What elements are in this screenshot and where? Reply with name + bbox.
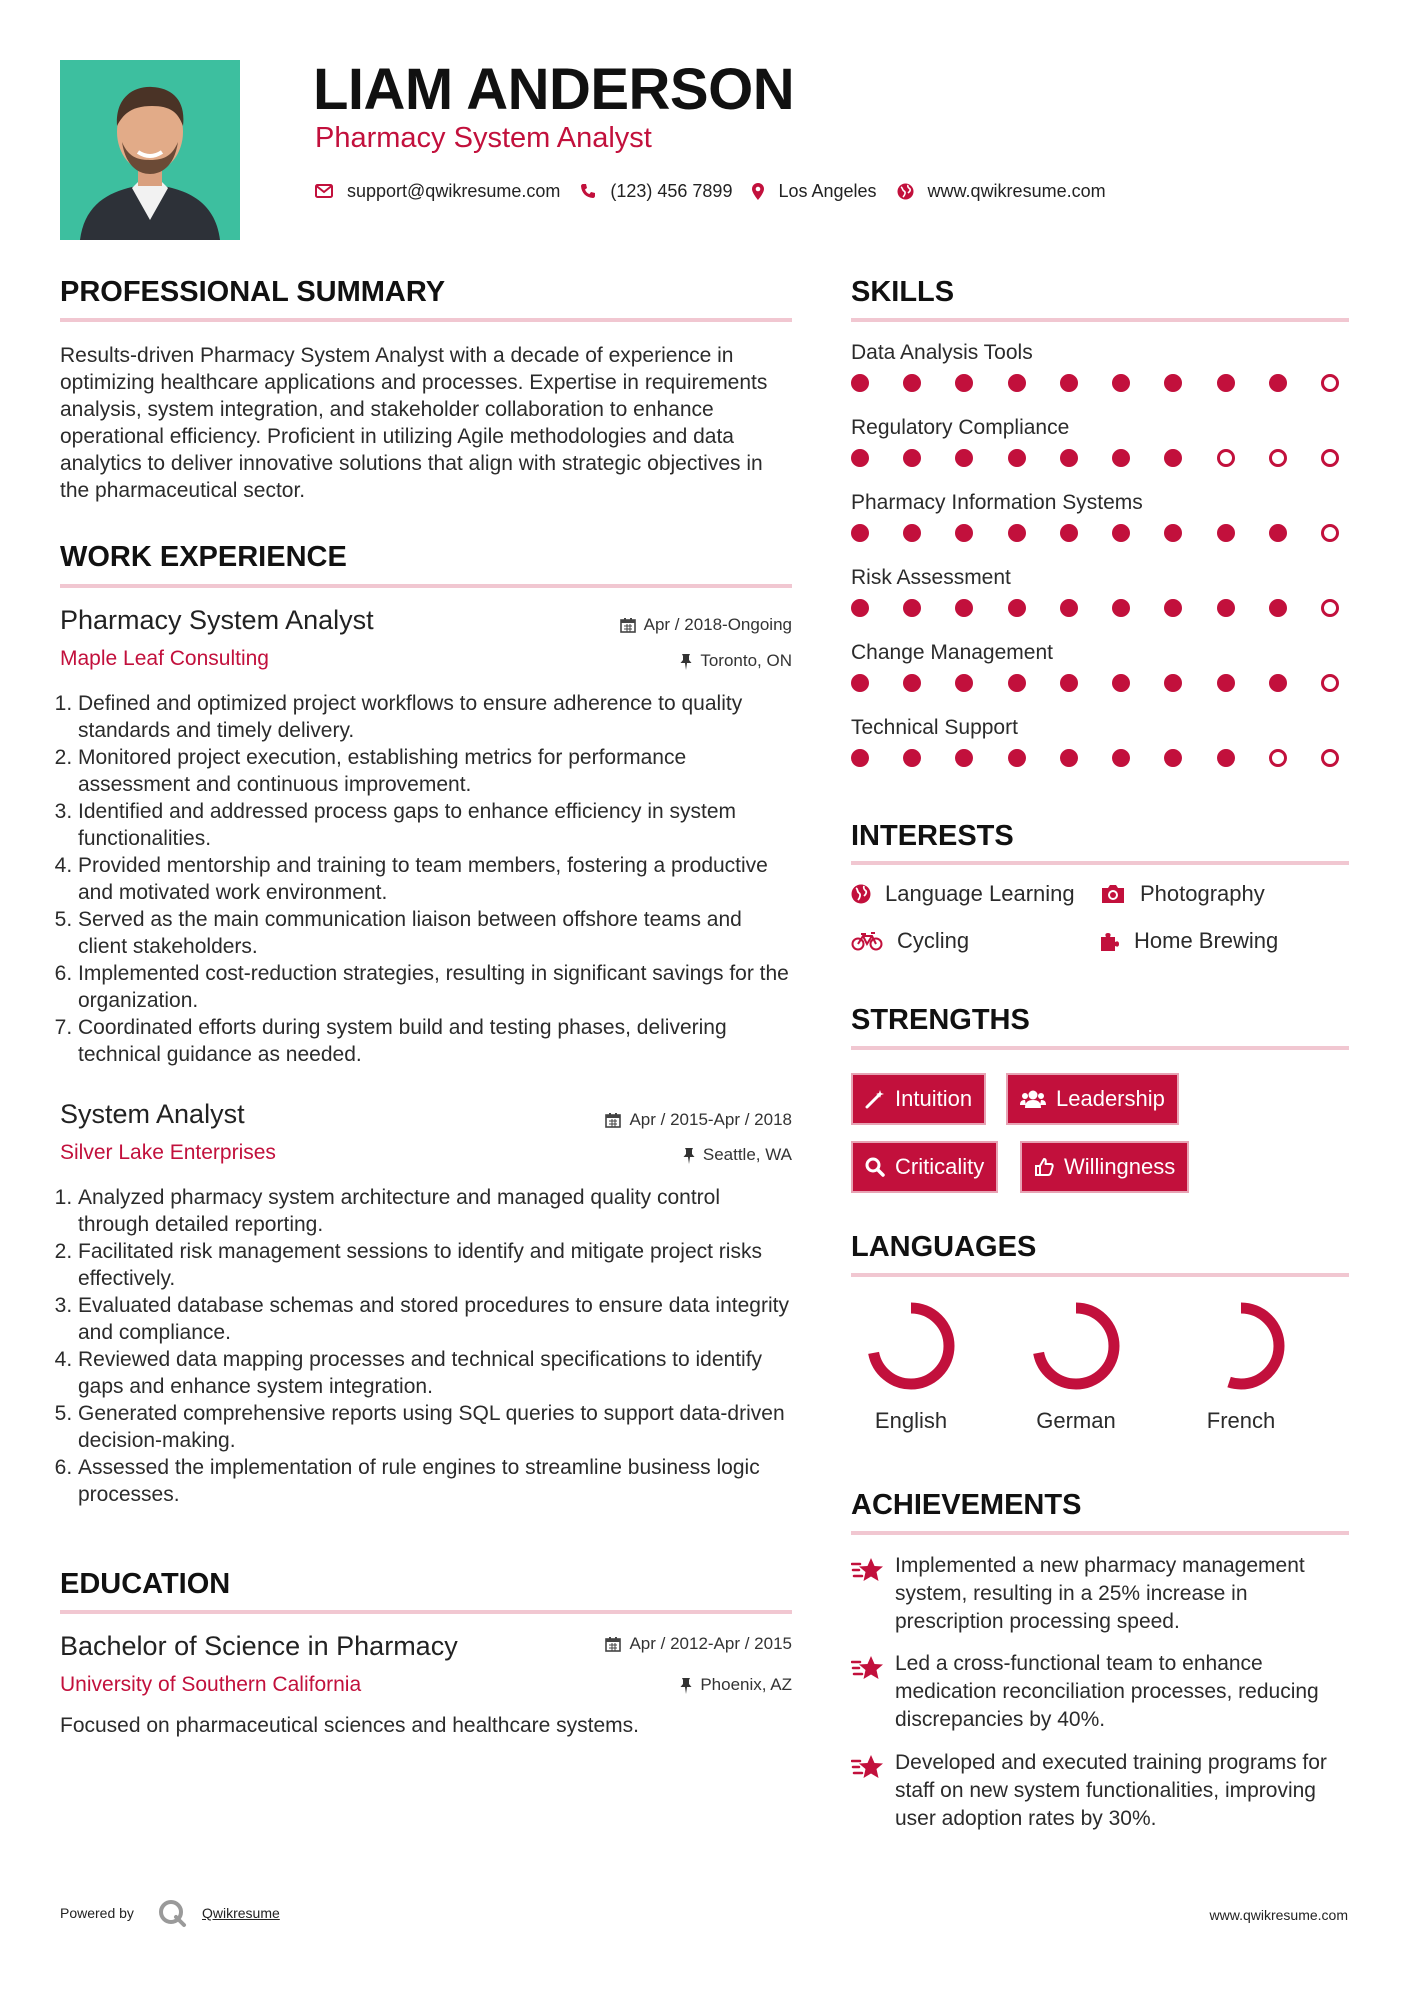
job-bullet: 3. Identified and addressed process gaps to enhance efficiency in system functionalities. xyxy=(78,798,794,852)
job-title: Pharmacy System Analyst xyxy=(60,605,374,635)
interest-photography xyxy=(1100,881,1265,907)
rating-dot-filled xyxy=(1112,674,1130,692)
job-location-text: Seattle, WA xyxy=(702,1145,792,1164)
education-school: University of Southern California xyxy=(60,1673,362,1696)
candidate-name: LIAM ANDERSON xyxy=(313,57,795,122)
rating-dot-empty xyxy=(1321,599,1339,617)
rating-dot-filled xyxy=(851,674,869,692)
strength-label: Intuition xyxy=(895,1086,973,1111)
rating-dot-filled xyxy=(1008,524,1026,542)
rating-dot-filled xyxy=(955,749,973,767)
skill-name: Regulatory Compliance xyxy=(851,416,1070,439)
achievement-text: Developed and executed training programs for staff on new system functionalities, improving user adoption rates by 30%. xyxy=(895,1751,1327,1830)
rating-dot-filled xyxy=(1008,749,1026,767)
strength-badge-leadership xyxy=(1006,1073,1179,1125)
job-bullet: 5. Served as the main communication liaison between offshore teams and client stakeholders. xyxy=(78,906,794,960)
language-level-arc xyxy=(1203,1308,1279,1384)
language-item xyxy=(851,1300,971,1434)
job-bullet: 7. Coordinated efforts during system build and testing phases, delivering technical guidance as needed. xyxy=(78,1014,794,1068)
achievement-item xyxy=(851,1650,1351,1734)
users-icon xyxy=(1020,1089,1046,1109)
job-company: Silver Lake Enterprises xyxy=(60,1141,276,1164)
skills-heading: SKILLS xyxy=(851,276,955,308)
summary-divider xyxy=(60,318,792,322)
skill-name: Technical Support xyxy=(851,716,1018,739)
job-bullet: 1. Analyzed pharmacy system architecture and managed quality control through detailed reporting. xyxy=(78,1184,794,1238)
strength-label: Leadership xyxy=(1056,1086,1165,1111)
pin-icon xyxy=(680,1677,692,1694)
job-bullet: 4. Reviewed data mapping processes and technical specifications to identify gaps and enhance system integration. xyxy=(78,1346,794,1400)
education-divider xyxy=(60,1610,792,1614)
calendar-icon xyxy=(605,1112,621,1128)
skill-rating xyxy=(851,524,1339,542)
phone-icon xyxy=(580,183,596,199)
education-degree: Bachelor of Science in Pharmacy xyxy=(60,1631,458,1661)
globe-icon xyxy=(897,183,914,200)
calendar-icon xyxy=(605,1636,621,1652)
language-name: English xyxy=(874,1408,948,1433)
job-dates xyxy=(620,615,792,635)
footer-site[interactable]: www.qwikresume.com xyxy=(1209,1907,1348,1923)
rating-dot-filled xyxy=(1164,674,1182,692)
footer-brand-link[interactable]: Qwikresume xyxy=(202,1905,280,1921)
rating-dot-filled xyxy=(1112,749,1130,767)
pin-icon xyxy=(680,653,692,670)
strengths-heading: STRENGTHS xyxy=(851,1004,1030,1036)
strengths-divider xyxy=(851,1046,1349,1050)
rating-dot-empty xyxy=(1217,449,1235,467)
interest-label: Home Brewing xyxy=(1134,928,1279,953)
calendar-icon xyxy=(620,617,636,633)
rating-dot-filled xyxy=(903,599,921,617)
rating-dot-filled xyxy=(903,524,921,542)
job-location xyxy=(683,1145,792,1165)
contact-bar xyxy=(315,178,1126,204)
rating-dot-filled xyxy=(903,749,921,767)
rating-dot-filled xyxy=(955,449,973,467)
rating-dot-filled xyxy=(1112,374,1130,392)
rating-dot-filled xyxy=(955,599,973,617)
skill-row xyxy=(851,641,1351,716)
rating-dot-empty xyxy=(1321,524,1339,542)
rating-dot-filled xyxy=(851,599,869,617)
rating-dot-filled xyxy=(1008,374,1026,392)
language-level-ring xyxy=(865,1300,957,1392)
job-dates xyxy=(605,1110,792,1130)
skill-name: Change Management xyxy=(851,641,1053,664)
contact-email-text: support@qwikresume.com xyxy=(347,180,561,201)
skill-rating xyxy=(851,374,1339,392)
rating-dot-filled xyxy=(1217,599,1235,617)
thumbs-up-icon xyxy=(1034,1157,1054,1177)
education-description: Focused on pharmaceutical sciences and healthcare systems. xyxy=(60,1714,639,1737)
languages-divider xyxy=(851,1273,1349,1277)
rating-dot-filled xyxy=(1060,749,1078,767)
job-bullet: 2. Monitored project execution, establishing metrics for performance assessment and continuous improvement. xyxy=(78,744,794,798)
rating-dot-filled xyxy=(1112,449,1130,467)
skill-rating xyxy=(851,749,1339,767)
achievement-text: Implemented a new pharmacy management system, resulting in a 25% increase in prescription processing speed. xyxy=(895,1554,1305,1633)
contact-phone[interactable] xyxy=(580,181,732,202)
skill-rating xyxy=(851,449,1339,467)
rating-dot-filled xyxy=(851,449,869,467)
skill-rating xyxy=(851,599,1339,617)
bicycle-icon xyxy=(851,931,883,951)
job-dates-text: Apr / 2015-Apr / 2018 xyxy=(629,1110,792,1129)
pin-icon xyxy=(683,1147,695,1164)
contact-location xyxy=(752,181,876,202)
summary-text: Results-driven Pharmacy System Analyst with a decade of experience in optimizing healthcare applications and processes. Expertise in requirements analysis, system integration, and stakeholder collaboration to enhance operational efficiency. Proficient in utilizing Agile methodologies and data analytics to deliver innovative solutions that align with strategic objectives in the pharmaceutical sector. xyxy=(60,344,768,502)
strength-badge-criticality xyxy=(851,1141,998,1193)
job-bullet: 2. Facilitated risk management sessions to identify and mitigate project risks effectively. xyxy=(78,1238,794,1292)
interest-home-brewing xyxy=(1098,928,1278,954)
map-marker-icon xyxy=(752,183,764,200)
language-name: French xyxy=(1206,1408,1276,1433)
strength-badge-willingness xyxy=(1020,1141,1189,1193)
rating-dot-filled xyxy=(1164,449,1182,467)
job-bullet: 3. Evaluated database schemas and stored procedures to ensure data integrity and compliance. xyxy=(78,1292,794,1346)
globe-icon xyxy=(851,884,871,904)
rating-dot-empty xyxy=(1321,449,1339,467)
language-level-arc xyxy=(1038,1308,1114,1384)
envelope-icon xyxy=(315,184,333,198)
rating-dot-filled xyxy=(955,374,973,392)
job-title: System Analyst xyxy=(60,1099,245,1129)
rating-dot-filled xyxy=(1217,749,1235,767)
interest-cycling xyxy=(851,928,969,954)
rating-dot-filled xyxy=(1164,749,1182,767)
contact-email[interactable] xyxy=(315,181,560,202)
rating-dot-filled xyxy=(1164,599,1182,617)
skill-row xyxy=(851,491,1351,566)
rating-dot-filled xyxy=(1112,524,1130,542)
education-heading: EDUCATION xyxy=(60,1568,231,1600)
rating-dot-filled xyxy=(1217,674,1235,692)
interests-heading: INTERESTS xyxy=(851,820,1014,852)
star-icon xyxy=(851,1556,885,1586)
language-level-ring xyxy=(1030,1300,1122,1392)
rating-dot-filled xyxy=(955,674,973,692)
rating-dot-filled xyxy=(851,524,869,542)
profile-photo xyxy=(60,60,240,240)
contact-website[interactable] xyxy=(897,181,1106,202)
strength-label: Willingness xyxy=(1064,1154,1176,1179)
languages-heading: LANGUAGES xyxy=(851,1231,1037,1263)
job-location xyxy=(680,651,792,671)
achievements-heading: ACHIEVEMENTS xyxy=(851,1489,1082,1521)
job-bullets xyxy=(60,690,794,1068)
job-bullet: 5. Generated comprehensive reports using SQL queries to support data-driven decision-making. xyxy=(78,1400,794,1454)
job-bullet: 6. Assessed the implementation of rule engines to streamline business logic processes. xyxy=(78,1454,794,1508)
rating-dot-filled xyxy=(903,449,921,467)
rating-dot-filled xyxy=(1008,674,1026,692)
job-dates-text: Apr / 2018-Ongoing xyxy=(643,615,792,634)
rating-dot-filled xyxy=(1269,524,1287,542)
rating-dot-empty xyxy=(1269,749,1287,767)
language-item xyxy=(1016,1300,1136,1434)
strength-badge-intuition xyxy=(851,1073,986,1125)
skill-name: Data Analysis Tools xyxy=(851,341,1033,364)
footer-powered-by: Powered by xyxy=(60,1905,134,1921)
contact-location-text: Los Angeles xyxy=(778,180,877,201)
job-bullets xyxy=(60,1184,794,1508)
skill-name: Pharmacy Information Systems xyxy=(851,491,1143,514)
achievement-item xyxy=(851,1749,1351,1833)
education-dates-text: Apr / 2012-Apr / 2015 xyxy=(629,1634,792,1653)
job-bullet: 6. Implemented cost-reduction strategies, resulting in significant savings for the organization. xyxy=(78,960,794,1014)
achievements-divider xyxy=(851,1531,1349,1535)
rating-dot-empty xyxy=(1269,449,1287,467)
rating-dot-filled xyxy=(1112,599,1130,617)
job-bullet: 1. Defined and optimized project workflows to ensure adherence to quality standards and timely delivery. xyxy=(78,690,794,744)
interest-language-learning xyxy=(851,881,1075,907)
rating-dot-filled xyxy=(1269,374,1287,392)
rating-dot-filled xyxy=(1008,449,1026,467)
skill-row xyxy=(851,341,1351,416)
interest-label: Photography xyxy=(1140,881,1265,906)
skill-rating xyxy=(851,674,1339,692)
language-name: German xyxy=(1036,1408,1116,1433)
language-item xyxy=(1181,1300,1301,1434)
star-icon xyxy=(851,1654,885,1684)
rating-dot-filled xyxy=(903,674,921,692)
job-location-text: Toronto, ON xyxy=(700,651,792,670)
interest-label: Language Learning xyxy=(885,881,1075,906)
education-dates xyxy=(605,1634,792,1654)
rating-dot-empty xyxy=(1321,674,1339,692)
interest-label: Cycling xyxy=(897,928,970,953)
rating-dot-empty xyxy=(1321,749,1339,767)
rating-dot-filled xyxy=(1269,599,1287,617)
rating-dot-filled xyxy=(1217,524,1235,542)
rating-dot-filled xyxy=(955,524,973,542)
rating-dot-filled xyxy=(1217,374,1235,392)
contact-phone-text: (123) 456 7899 xyxy=(610,180,733,201)
job-company: Maple Leaf Consulting xyxy=(60,647,269,670)
experience-divider xyxy=(60,584,792,588)
summary-heading: PROFESSIONAL SUMMARY xyxy=(60,276,446,308)
skill-row xyxy=(851,716,1351,791)
languages-list xyxy=(851,1300,1349,1450)
camera-icon xyxy=(1100,884,1126,904)
rating-dot-filled xyxy=(1060,449,1078,467)
experience-heading: WORK EXPERIENCE xyxy=(60,541,347,573)
rating-dot-filled xyxy=(903,374,921,392)
search-icon xyxy=(865,1157,885,1177)
puzzle-icon xyxy=(1098,930,1120,952)
rating-dot-filled xyxy=(1060,374,1078,392)
job-bullet: 4. Provided mentorship and training to team members, fostering a productive and motivated work environment. xyxy=(78,852,794,906)
education-location-text: Phoenix, AZ xyxy=(700,1675,792,1694)
skill-row xyxy=(851,416,1351,491)
rating-dot-filled xyxy=(1164,524,1182,542)
interests-divider xyxy=(851,861,1349,865)
language-level-arc xyxy=(873,1308,949,1384)
education-location xyxy=(680,1675,792,1695)
rating-dot-empty xyxy=(1321,374,1339,392)
strength-label: Criticality xyxy=(895,1154,985,1179)
skill-row xyxy=(851,566,1351,641)
achievement-item xyxy=(851,1552,1351,1636)
rating-dot-filled xyxy=(1060,599,1078,617)
achievement-text: Led a cross-functional team to enhance medication reconciliation processes, reducing discrepancies by 40%. xyxy=(895,1652,1319,1731)
magic-wand-icon xyxy=(865,1089,885,1109)
contact-website-text: www.qwikresume.com xyxy=(927,180,1106,201)
rating-dot-filled xyxy=(1060,524,1078,542)
skills-list xyxy=(851,341,1351,791)
rating-dot-filled xyxy=(1164,374,1182,392)
skill-name: Risk Assessment xyxy=(851,566,1011,589)
rating-dot-filled xyxy=(1008,599,1026,617)
candidate-role: Pharmacy System Analyst xyxy=(315,122,652,154)
rating-dot-filled xyxy=(1060,674,1078,692)
rating-dot-filled xyxy=(851,374,869,392)
rating-dot-filled xyxy=(851,749,869,767)
skills-divider xyxy=(851,318,1349,322)
star-icon xyxy=(851,1753,885,1783)
rating-dot-filled xyxy=(1269,674,1287,692)
language-level-ring xyxy=(1195,1300,1287,1392)
qwikresume-logo-icon xyxy=(157,1898,187,1933)
